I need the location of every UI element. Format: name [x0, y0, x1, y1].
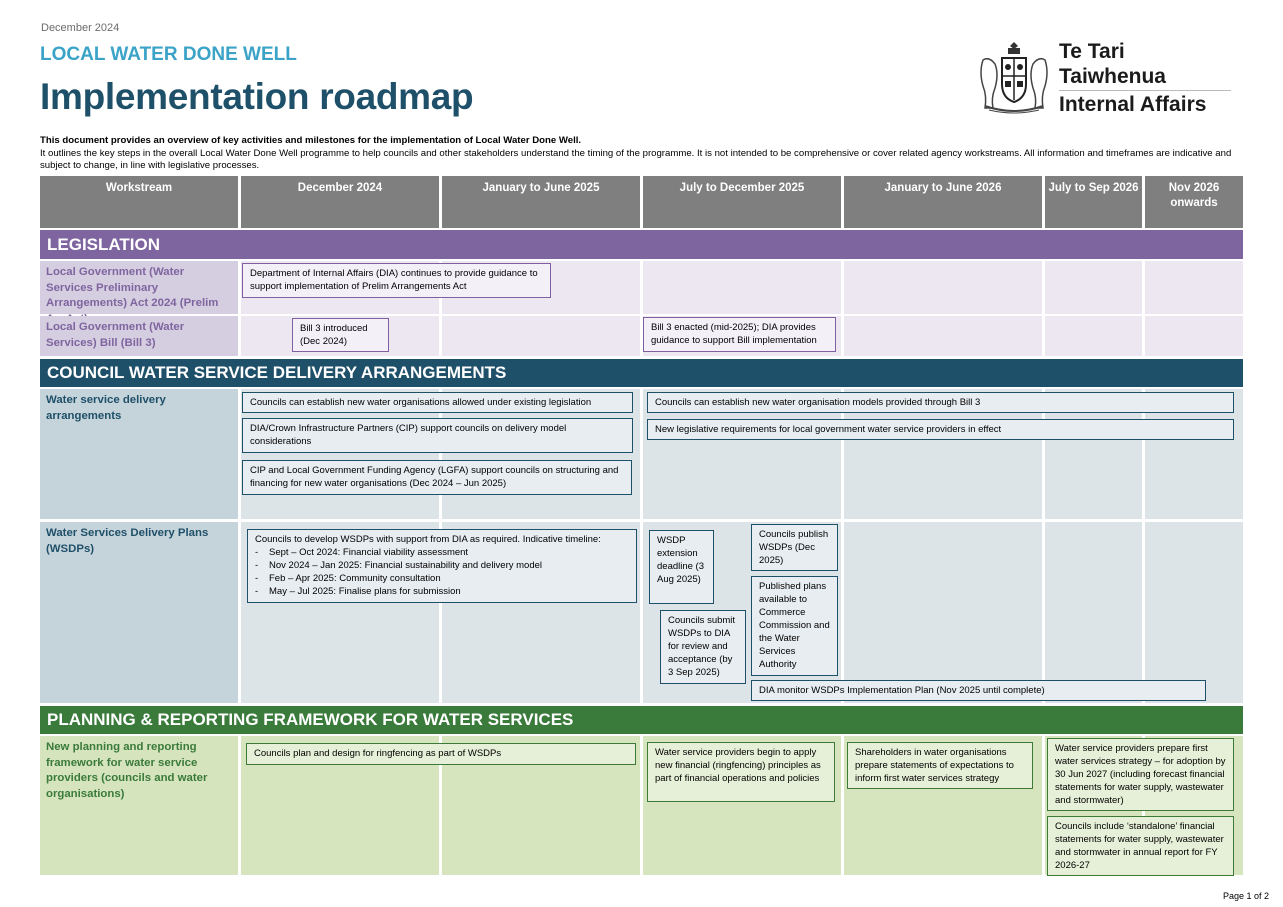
box-extension-deadline: WSDP extension deadline (3 Aug 2025)	[649, 530, 714, 604]
wsdp-timeline-list	[255, 546, 629, 598]
logo-text-english: Internal Affairs	[1059, 93, 1207, 116]
grid-cell	[643, 261, 841, 314]
grid-cell	[1145, 261, 1243, 314]
box-publish-wsdps: Councils publish WSDPs (Dec 2025)	[751, 524, 838, 571]
grid-cell	[844, 261, 1042, 314]
row-label-bill-3: Local Government (Water Services) Bill (Bill 3)	[40, 316, 238, 356]
intro	[40, 135, 1240, 173]
section-legislation-title: LEGISLATION	[40, 230, 1243, 259]
internal-affairs-logo	[975, 40, 1237, 116]
box-bill3-models: Councils can establish new water organisation models provided through Bill 3	[647, 392, 1234, 413]
box-lgfa-support: CIP and Local Government Funding Agency (LGFA) support councils on structuring and financing for new water organisations (Dec 2024 – Jun 2025)	[242, 460, 632, 495]
grid-cell	[442, 316, 640, 356]
box-dia-monitor: DIA monitor WSDPs Implementation Plan (Nov 2025 until complete)	[751, 680, 1206, 701]
box-existing-legislation: Councils can establish new water organisations allowed under existing legislation	[242, 392, 633, 413]
coat-of-arms-icon	[975, 40, 1053, 116]
wsdp-develop-intro: Councils to develop WSDPs with support from DIA as required. Indicative timeline:	[255, 534, 601, 545]
col-header-nov-2026: Nov 2026 onwards	[1145, 176, 1243, 228]
box-bill3-introduced: Bill 3 introduced (Dec 2024)	[292, 318, 389, 352]
roadmap-grid	[40, 176, 1243, 875]
grid-cell	[1045, 261, 1142, 314]
col-header-jul-dec-2025: July to December 2025	[643, 176, 841, 228]
col-header-dec-2024: December 2024	[241, 176, 439, 228]
row-label-delivery-arrangements: Water service delivery arrangements	[40, 389, 238, 519]
grid-cell	[1045, 522, 1142, 703]
box-standalone-statements: Councils include ‘standalone’ financial statements for water supply, wastewater and stormwater in annual report for FY 2026-27	[1047, 816, 1234, 876]
page-number: Page 1 of 2	[1222, 891, 1269, 901]
box-first-strategy: Water service providers prepare first water services strategy – for adoption by 30 Jun 2027 (including forecast financial statements for water supply, wastewater and stormwater)	[1047, 738, 1234, 811]
col-header-jan-jun-2026: January to June 2026	[844, 176, 1042, 228]
box-wsdp-develop	[247, 529, 637, 603]
row-label-prelim-act: Local Government (Water Services Preliminary Arrangements) Act 2024 (Prelim	[40, 261, 238, 314]
box-shareholders: Shareholders in water organisations prepare statements of expectations to inform first water services strategy	[847, 742, 1033, 789]
col-header-workstream: Workstream	[40, 176, 238, 228]
row-label-wsdps: Water Services Delivery Plans (WSDPs)	[40, 522, 238, 703]
wsdp-timeline-item: - Feb – Apr 2025: Community consultation	[269, 572, 629, 585]
box-dia-guidance: Department of Internal Affairs (DIA) continues to provide guidance to support implementation of Prelim Arrangements Act	[242, 263, 551, 298]
grid-cell	[1145, 522, 1243, 703]
col-header-jan-jun-2025: January to June 2025	[442, 176, 640, 228]
section-planning-title: PLANNING & REPORTING FRAMEWORK FOR WATER SERVICES	[40, 706, 1243, 734]
wsdp-timeline-item: - Sept – Oct 2024: Financial viability assessment	[269, 546, 629, 559]
document-date: December 2024	[41, 22, 120, 34]
box-apply-principles: Water service providers begin to apply new financial (ringfencing) principles as part of financial operations and policies	[647, 742, 835, 802]
intro-text: It outlines the key steps in the overall Local Water Done Well programme to help councils and other stakeholders understand the timing of the programme. It is not intended to be comprehensive or cover related agency workstreams. All information and timeframes are indicative and subject to change, in line with legislative processes.	[40, 147, 1232, 171]
logo-divider	[1059, 90, 1231, 91]
box-ringfencing-plan: Councils plan and design for ringfencing as part of WSDPs	[246, 743, 636, 765]
row-label-planning-framework: New planning and reporting framework for water service providers (councils and water organisations)	[40, 736, 238, 875]
programme-name: LOCAL WATER DONE WELL	[40, 44, 297, 65]
box-published-plans: Published plans available to Commerce Commission and the Water Services Authority	[751, 576, 838, 676]
col-header-jul-sep-2026: July to Sep 2026	[1045, 176, 1142, 228]
intro-bold: This document provides an overview of key activities and milestones for the implementation of Local Water Done Well.	[40, 135, 582, 146]
box-cip-support: DIA/Crown Infrastructure Partners (CIP) support councils on delivery model considerations	[242, 418, 633, 453]
wsdp-timeline-item: - May – Jul 2025: Finalise plans for submission	[269, 585, 629, 598]
box-submit-wsdps: Councils submit WSDPs to DIA for review and acceptance (by 3 Sep 2025)	[660, 610, 746, 684]
box-bill3-enacted: Bill 3 enacted (mid-2025); DIA provides guidance to support Bill implementation	[643, 317, 836, 352]
grid-cell	[1145, 316, 1243, 356]
grid-cell	[844, 316, 1042, 356]
page-title: Implementation roadmap	[40, 76, 474, 117]
grid-cell	[1045, 316, 1142, 356]
box-new-requirements: New legislative requirements for local government water service providers in effect	[647, 419, 1234, 440]
section-council-title: COUNCIL WATER SERVICE DELIVERY ARRANGEMENTS	[40, 359, 1243, 387]
logo-text-maori: Te Tari Taiwhenua	[1059, 40, 1166, 88]
grid-cell	[844, 522, 1042, 703]
wsdp-timeline-item: - Nov 2024 – Jan 2025: Financial sustainability and delivery model	[269, 559, 629, 572]
